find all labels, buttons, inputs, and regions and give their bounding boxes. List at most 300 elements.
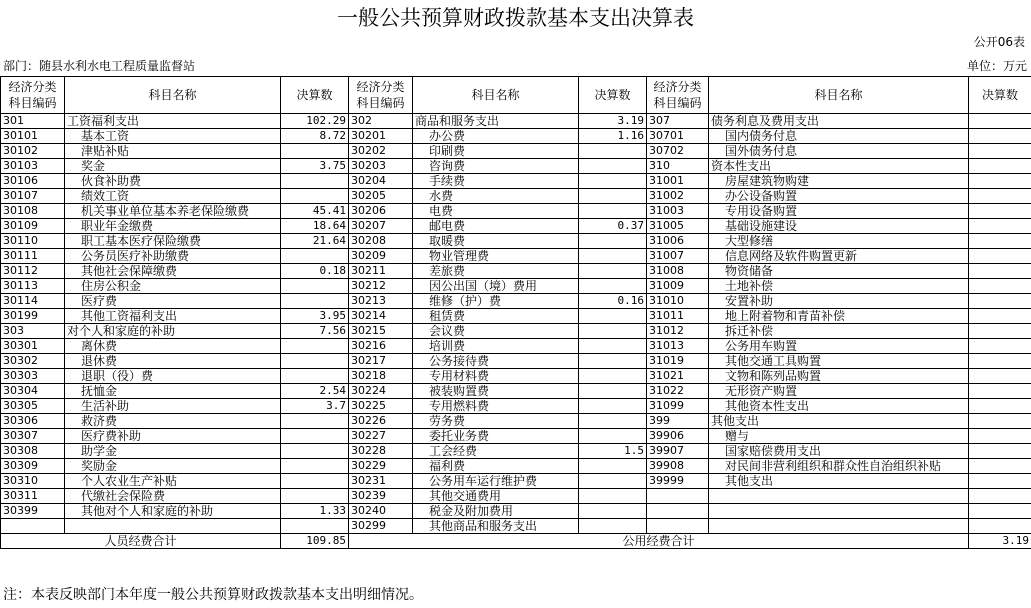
code-cell: 30203 <box>349 159 413 174</box>
name-cell: 其他商品和服务支出 <box>413 519 579 534</box>
amount-cell <box>969 174 1031 189</box>
table-row <box>1 234 1031 249</box>
table-row <box>1 474 1031 489</box>
code-cell: 30208 <box>349 234 413 249</box>
name-cell: 其他交通工具购置 <box>709 354 969 369</box>
amount-cell <box>579 279 647 294</box>
name-cell: 其他交通费用 <box>413 489 579 504</box>
table-row <box>1 189 1031 204</box>
name-cell: 商品和服务支出 <box>413 114 579 129</box>
amount-cell: 0.18 <box>281 264 349 279</box>
form-number: 公开06表 <box>973 35 1025 49</box>
code-cell: 30227 <box>349 429 413 444</box>
name-cell: 退休费 <box>65 354 281 369</box>
amount-cell <box>969 219 1031 234</box>
name-cell: 无形资产购置 <box>709 384 969 399</box>
code-cell: 31003 <box>647 204 709 219</box>
amount-cell: 45.41 <box>281 204 349 219</box>
amount-cell <box>969 369 1031 384</box>
name-cell: 维修（护）费 <box>413 294 579 309</box>
amount-cell <box>969 459 1031 474</box>
name-cell: 其他工资福利支出 <box>65 309 281 324</box>
amount-cell <box>281 339 349 354</box>
amount-cell <box>969 309 1031 324</box>
amount-cell <box>281 444 349 459</box>
header-name-3: 科目名称 <box>709 77 969 114</box>
name-cell <box>709 489 969 504</box>
name-cell: 安置补助 <box>709 294 969 309</box>
table-row <box>1 279 1031 294</box>
name-cell: 专用材料费 <box>413 369 579 384</box>
code-cell: 30111 <box>1 249 65 264</box>
table-row <box>1 144 1031 159</box>
name-cell: 对个人和家庭的补助 <box>65 324 281 339</box>
name-cell: 信息网络及软件购置更新 <box>709 249 969 264</box>
code-cell: 310 <box>647 159 709 174</box>
code-cell: 302 <box>349 114 413 129</box>
table-row <box>1 324 1031 339</box>
table-row <box>1 504 1031 519</box>
code-cell: 31022 <box>647 384 709 399</box>
code-cell: 30101 <box>1 129 65 144</box>
code-cell: 30107 <box>1 189 65 204</box>
report-title: 一般公共预算财政拨款基本支出决算表 <box>337 6 694 30</box>
public-total-label: 公用经费合计 <box>349 534 969 549</box>
amount-cell <box>969 249 1031 264</box>
name-cell: 其他支出 <box>709 474 969 489</box>
amount-cell <box>281 249 349 264</box>
code-cell: 30701 <box>647 129 709 144</box>
code-cell: 30229 <box>349 459 413 474</box>
table-row <box>1 264 1031 279</box>
name-cell: 其他社会保障缴费 <box>65 264 281 279</box>
name-cell: 对民间非营利组织和群众性自治组织补贴 <box>709 459 969 474</box>
amount-cell <box>579 189 647 204</box>
amount-cell <box>281 369 349 384</box>
header-amount-1: 决算数 <box>281 77 349 114</box>
name-cell: 住房公积金 <box>65 279 281 294</box>
amount-cell <box>969 189 1031 204</box>
name-cell: 拆迁补偿 <box>709 324 969 339</box>
name-cell: 专用设备购置 <box>709 204 969 219</box>
amount-cell <box>969 144 1031 159</box>
name-cell: 劳务费 <box>413 414 579 429</box>
name-cell: 公务用车运行维护费 <box>413 474 579 489</box>
amount-cell <box>969 324 1031 339</box>
amount-cell <box>579 144 647 159</box>
code-cell: 31009 <box>647 279 709 294</box>
table-row <box>1 414 1031 429</box>
code-cell: 30301 <box>1 339 65 354</box>
code-cell: 30113 <box>1 279 65 294</box>
code-cell: 307 <box>647 114 709 129</box>
amount-cell <box>969 444 1031 459</box>
header-name-2: 科目名称 <box>413 77 579 114</box>
code-cell: 31005 <box>647 219 709 234</box>
amount-cell: 3.95 <box>281 309 349 324</box>
code-cell: 30305 <box>1 399 65 414</box>
amount-cell <box>969 339 1031 354</box>
amount-cell <box>969 354 1031 369</box>
personnel-total-value: 109.85 <box>281 534 349 549</box>
amount-cell: 21.64 <box>281 234 349 249</box>
code-cell: 30106 <box>1 174 65 189</box>
code-cell <box>647 489 709 504</box>
name-cell: 伙食补助费 <box>65 174 281 189</box>
name-cell: 办公设备购置 <box>709 189 969 204</box>
header-code-3: 经济分类科目编码 <box>647 77 709 114</box>
table-row <box>1 339 1031 354</box>
code-cell: 30212 <box>349 279 413 294</box>
code-cell: 30109 <box>1 219 65 234</box>
code-cell: 31013 <box>647 339 709 354</box>
code-cell: 30308 <box>1 444 65 459</box>
name-cell: 工会经费 <box>413 444 579 459</box>
amount-cell <box>579 384 647 399</box>
header-code-2: 经济分类科目编码 <box>349 77 413 114</box>
code-cell: 31011 <box>647 309 709 324</box>
code-cell: 30211 <box>349 264 413 279</box>
amount-cell: 7.56 <box>281 324 349 339</box>
amount-cell <box>969 519 1031 534</box>
amount-cell <box>579 339 647 354</box>
table-row <box>1 444 1031 459</box>
table-row <box>1 459 1031 474</box>
name-cell: 赠与 <box>709 429 969 444</box>
code-cell: 301 <box>1 114 65 129</box>
name-cell: 手续费 <box>413 174 579 189</box>
name-cell: 地上附着物和青苗补偿 <box>709 309 969 324</box>
code-cell <box>647 519 709 534</box>
amount-cell <box>579 204 647 219</box>
amount-cell <box>579 399 647 414</box>
name-cell: 房屋建筑物购建 <box>709 174 969 189</box>
code-cell: 31007 <box>647 249 709 264</box>
table-row <box>1 249 1031 264</box>
department-label: 部门：随县水利水电工程质量监督站 <box>3 59 196 73</box>
amount-cell: 0.37 <box>579 219 647 234</box>
code-cell: 30224 <box>349 384 413 399</box>
name-cell: 救济费 <box>65 414 281 429</box>
amount-cell <box>579 369 647 384</box>
code-cell: 30103 <box>1 159 65 174</box>
code-cell: 30204 <box>349 174 413 189</box>
amount-cell <box>281 429 349 444</box>
table-row <box>1 369 1031 384</box>
amount-cell <box>281 414 349 429</box>
name-cell <box>709 519 969 534</box>
amount-cell <box>969 384 1031 399</box>
code-cell: 30205 <box>349 189 413 204</box>
code-cell: 30399 <box>1 504 65 519</box>
code-cell: 31002 <box>647 189 709 204</box>
code-cell: 30225 <box>349 399 413 414</box>
code-cell: 399 <box>647 414 709 429</box>
amount-cell <box>969 294 1031 309</box>
code-cell: 30213 <box>349 294 413 309</box>
name-cell: 其他支出 <box>709 414 969 429</box>
amount-cell <box>969 474 1031 489</box>
name-cell: 差旅费 <box>413 264 579 279</box>
name-cell: 奖励金 <box>65 459 281 474</box>
amount-cell <box>281 459 349 474</box>
table-row <box>1 294 1031 309</box>
amount-cell <box>579 459 647 474</box>
name-cell: 福利费 <box>413 459 579 474</box>
name-cell: 公务用车购置 <box>709 339 969 354</box>
code-cell <box>1 519 65 534</box>
code-cell: 30299 <box>349 519 413 534</box>
name-cell: 机关事业单位基本养老保险缴费 <box>65 204 281 219</box>
amount-cell: 102.29 <box>281 114 349 129</box>
amount-cell <box>579 414 647 429</box>
code-cell: 39908 <box>647 459 709 474</box>
code-cell: 39906 <box>647 429 709 444</box>
name-cell: 医疗费 <box>65 294 281 309</box>
amount-cell <box>579 174 647 189</box>
code-cell: 30215 <box>349 324 413 339</box>
code-cell: 30202 <box>349 144 413 159</box>
name-cell: 基本工资 <box>65 129 281 144</box>
unit-label: 单位：万元 <box>966 59 1027 73</box>
amount-cell: 3.19 <box>579 114 647 129</box>
amount-cell <box>969 489 1031 504</box>
table-row <box>1 219 1031 234</box>
code-cell: 30702 <box>647 144 709 159</box>
amount-cell: 2.54 <box>281 384 349 399</box>
table-row <box>1 204 1031 219</box>
name-cell: 生活补助 <box>65 399 281 414</box>
name-cell: 租赁费 <box>413 309 579 324</box>
code-cell: 30239 <box>349 489 413 504</box>
footnote: 注：本表反映部门本年度一般公共预算财政拨款基本支出明细情况。 <box>3 587 423 603</box>
name-cell: 取暖费 <box>413 234 579 249</box>
name-cell: 土地补偿 <box>709 279 969 294</box>
amount-cell <box>969 234 1031 249</box>
header-code-1: 经济分类科目编码 <box>1 77 65 114</box>
amount-cell <box>579 234 647 249</box>
name-cell: 文物和陈列品购置 <box>709 369 969 384</box>
name-cell: 国内债务付息 <box>709 129 969 144</box>
amount-cell <box>579 249 647 264</box>
name-cell: 物业管理费 <box>413 249 579 264</box>
name-cell: 专用燃料费 <box>413 399 579 414</box>
table-row <box>1 519 1031 534</box>
code-cell: 30309 <box>1 459 65 474</box>
amount-cell <box>969 129 1031 144</box>
name-cell: 办公费 <box>413 129 579 144</box>
amount-cell <box>969 279 1031 294</box>
table-row <box>1 399 1031 414</box>
amount-cell <box>969 204 1031 219</box>
amount-cell <box>281 279 349 294</box>
name-cell: 其他资本性支出 <box>709 399 969 414</box>
amount-cell <box>281 189 349 204</box>
amount-cell: 3.75 <box>281 159 349 174</box>
code-cell: 30216 <box>349 339 413 354</box>
code-cell: 31001 <box>647 174 709 189</box>
code-cell: 30311 <box>1 489 65 504</box>
name-cell: 退职（役）费 <box>65 369 281 384</box>
table-row <box>1 129 1031 144</box>
expenditure-table <box>0 76 1031 549</box>
amount-cell: 3.7 <box>281 399 349 414</box>
name-cell <box>709 504 969 519</box>
name-cell: 水费 <box>413 189 579 204</box>
header-amount-2: 决算数 <box>579 77 647 114</box>
amount-cell: 8.72 <box>281 129 349 144</box>
code-cell: 303 <box>1 324 65 339</box>
amount-cell <box>579 474 647 489</box>
amount-cell: 18.64 <box>281 219 349 234</box>
name-cell: 会议费 <box>413 324 579 339</box>
code-cell: 30306 <box>1 414 65 429</box>
name-cell: 委托业务费 <box>413 429 579 444</box>
amount-cell <box>969 159 1031 174</box>
table-row <box>1 114 1031 129</box>
name-cell: 抚恤金 <box>65 384 281 399</box>
name-cell: 工资福利支出 <box>65 114 281 129</box>
amount-cell <box>969 429 1031 444</box>
code-cell: 30228 <box>349 444 413 459</box>
code-cell: 30302 <box>1 354 65 369</box>
code-cell: 31012 <box>647 324 709 339</box>
code-cell: 31019 <box>647 354 709 369</box>
code-cell: 30310 <box>1 474 65 489</box>
name-cell: 奖金 <box>65 159 281 174</box>
amount-cell <box>579 489 647 504</box>
name-cell: 咨询费 <box>413 159 579 174</box>
code-cell: 30206 <box>349 204 413 219</box>
name-cell: 职业年金缴费 <box>65 219 281 234</box>
name-cell: 助学金 <box>65 444 281 459</box>
code-cell: 30108 <box>1 204 65 219</box>
name-cell: 印刷费 <box>413 144 579 159</box>
amount-cell <box>969 264 1031 279</box>
code-cell: 30307 <box>1 429 65 444</box>
amount-cell <box>969 414 1031 429</box>
code-cell: 30199 <box>1 309 65 324</box>
code-cell: 31021 <box>647 369 709 384</box>
name-cell: 大型修缮 <box>709 234 969 249</box>
amount-cell <box>281 294 349 309</box>
code-cell: 30209 <box>349 249 413 264</box>
code-cell: 39907 <box>647 444 709 459</box>
code-cell: 30112 <box>1 264 65 279</box>
table-row <box>1 354 1031 369</box>
public-total-value: 3.19 <box>969 534 1031 549</box>
amount-cell <box>281 144 349 159</box>
name-cell: 国家赔偿费用支出 <box>709 444 969 459</box>
code-cell: 39999 <box>647 474 709 489</box>
code-cell: 30226 <box>349 414 413 429</box>
amount-cell <box>281 489 349 504</box>
code-cell: 30303 <box>1 369 65 384</box>
totals-row <box>1 534 1031 549</box>
amount-cell <box>579 324 647 339</box>
amount-cell <box>969 114 1031 129</box>
name-cell: 债务利息及费用支出 <box>709 114 969 129</box>
header-row <box>1 77 1031 114</box>
personnel-total-label: 人员经费合计 <box>1 534 281 549</box>
name-cell: 被装购置费 <box>413 384 579 399</box>
code-cell: 30207 <box>349 219 413 234</box>
amount-cell <box>969 399 1031 414</box>
table-row <box>1 489 1031 504</box>
name-cell: 基础设施建设 <box>709 219 969 234</box>
amount-cell <box>281 174 349 189</box>
amount-cell: 1.33 <box>281 504 349 519</box>
amount-cell <box>281 354 349 369</box>
code-cell: 30217 <box>349 354 413 369</box>
name-cell: 电费 <box>413 204 579 219</box>
name-cell: 税金及附加费用 <box>413 504 579 519</box>
code-cell: 31006 <box>647 234 709 249</box>
code-cell: 30201 <box>349 129 413 144</box>
amount-cell: 1.5 <box>579 444 647 459</box>
name-cell: 公务员医疗补助缴费 <box>65 249 281 264</box>
name-cell: 代缴社会保险费 <box>65 489 281 504</box>
name-cell: 离休费 <box>65 339 281 354</box>
table-row <box>1 159 1031 174</box>
name-cell: 国外债务付息 <box>709 144 969 159</box>
name-cell: 医疗费补助 <box>65 429 281 444</box>
code-cell: 30110 <box>1 234 65 249</box>
name-cell: 个人农业生产补贴 <box>65 474 281 489</box>
name-cell: 津贴补贴 <box>65 144 281 159</box>
amount-cell <box>579 429 647 444</box>
amount-cell: 0.16 <box>579 294 647 309</box>
amount-cell <box>969 504 1031 519</box>
code-cell: 30114 <box>1 294 65 309</box>
name-cell <box>65 519 281 534</box>
amount-cell <box>281 519 349 534</box>
header-name-1: 科目名称 <box>65 77 281 114</box>
code-cell: 30102 <box>1 144 65 159</box>
code-cell: 31099 <box>647 399 709 414</box>
code-cell: 30231 <box>349 474 413 489</box>
name-cell: 职工基本医疗保险缴费 <box>65 234 281 249</box>
amount-cell: 1.16 <box>579 129 647 144</box>
name-cell: 其他对个人和家庭的补助 <box>65 504 281 519</box>
header-amount-3: 决算数 <box>969 77 1031 114</box>
code-cell: 30214 <box>349 309 413 324</box>
amount-cell <box>579 519 647 534</box>
name-cell: 邮电费 <box>413 219 579 234</box>
name-cell: 因公出国（境）费用 <box>413 279 579 294</box>
amount-cell <box>579 264 647 279</box>
code-cell: 30304 <box>1 384 65 399</box>
code-cell: 30240 <box>349 504 413 519</box>
table-row <box>1 309 1031 324</box>
amount-cell <box>579 354 647 369</box>
amount-cell <box>579 159 647 174</box>
amount-cell <box>579 504 647 519</box>
code-cell: 31008 <box>647 264 709 279</box>
table-row <box>1 384 1031 399</box>
name-cell: 公务接待费 <box>413 354 579 369</box>
code-cell: 31010 <box>647 294 709 309</box>
table-row <box>1 174 1031 189</box>
name-cell: 培训费 <box>413 339 579 354</box>
table-row <box>1 429 1031 444</box>
name-cell: 绩效工资 <box>65 189 281 204</box>
amount-cell <box>281 474 349 489</box>
name-cell: 资本性支出 <box>709 159 969 174</box>
code-cell: 30218 <box>349 369 413 384</box>
code-cell <box>647 504 709 519</box>
name-cell: 物资储备 <box>709 264 969 279</box>
